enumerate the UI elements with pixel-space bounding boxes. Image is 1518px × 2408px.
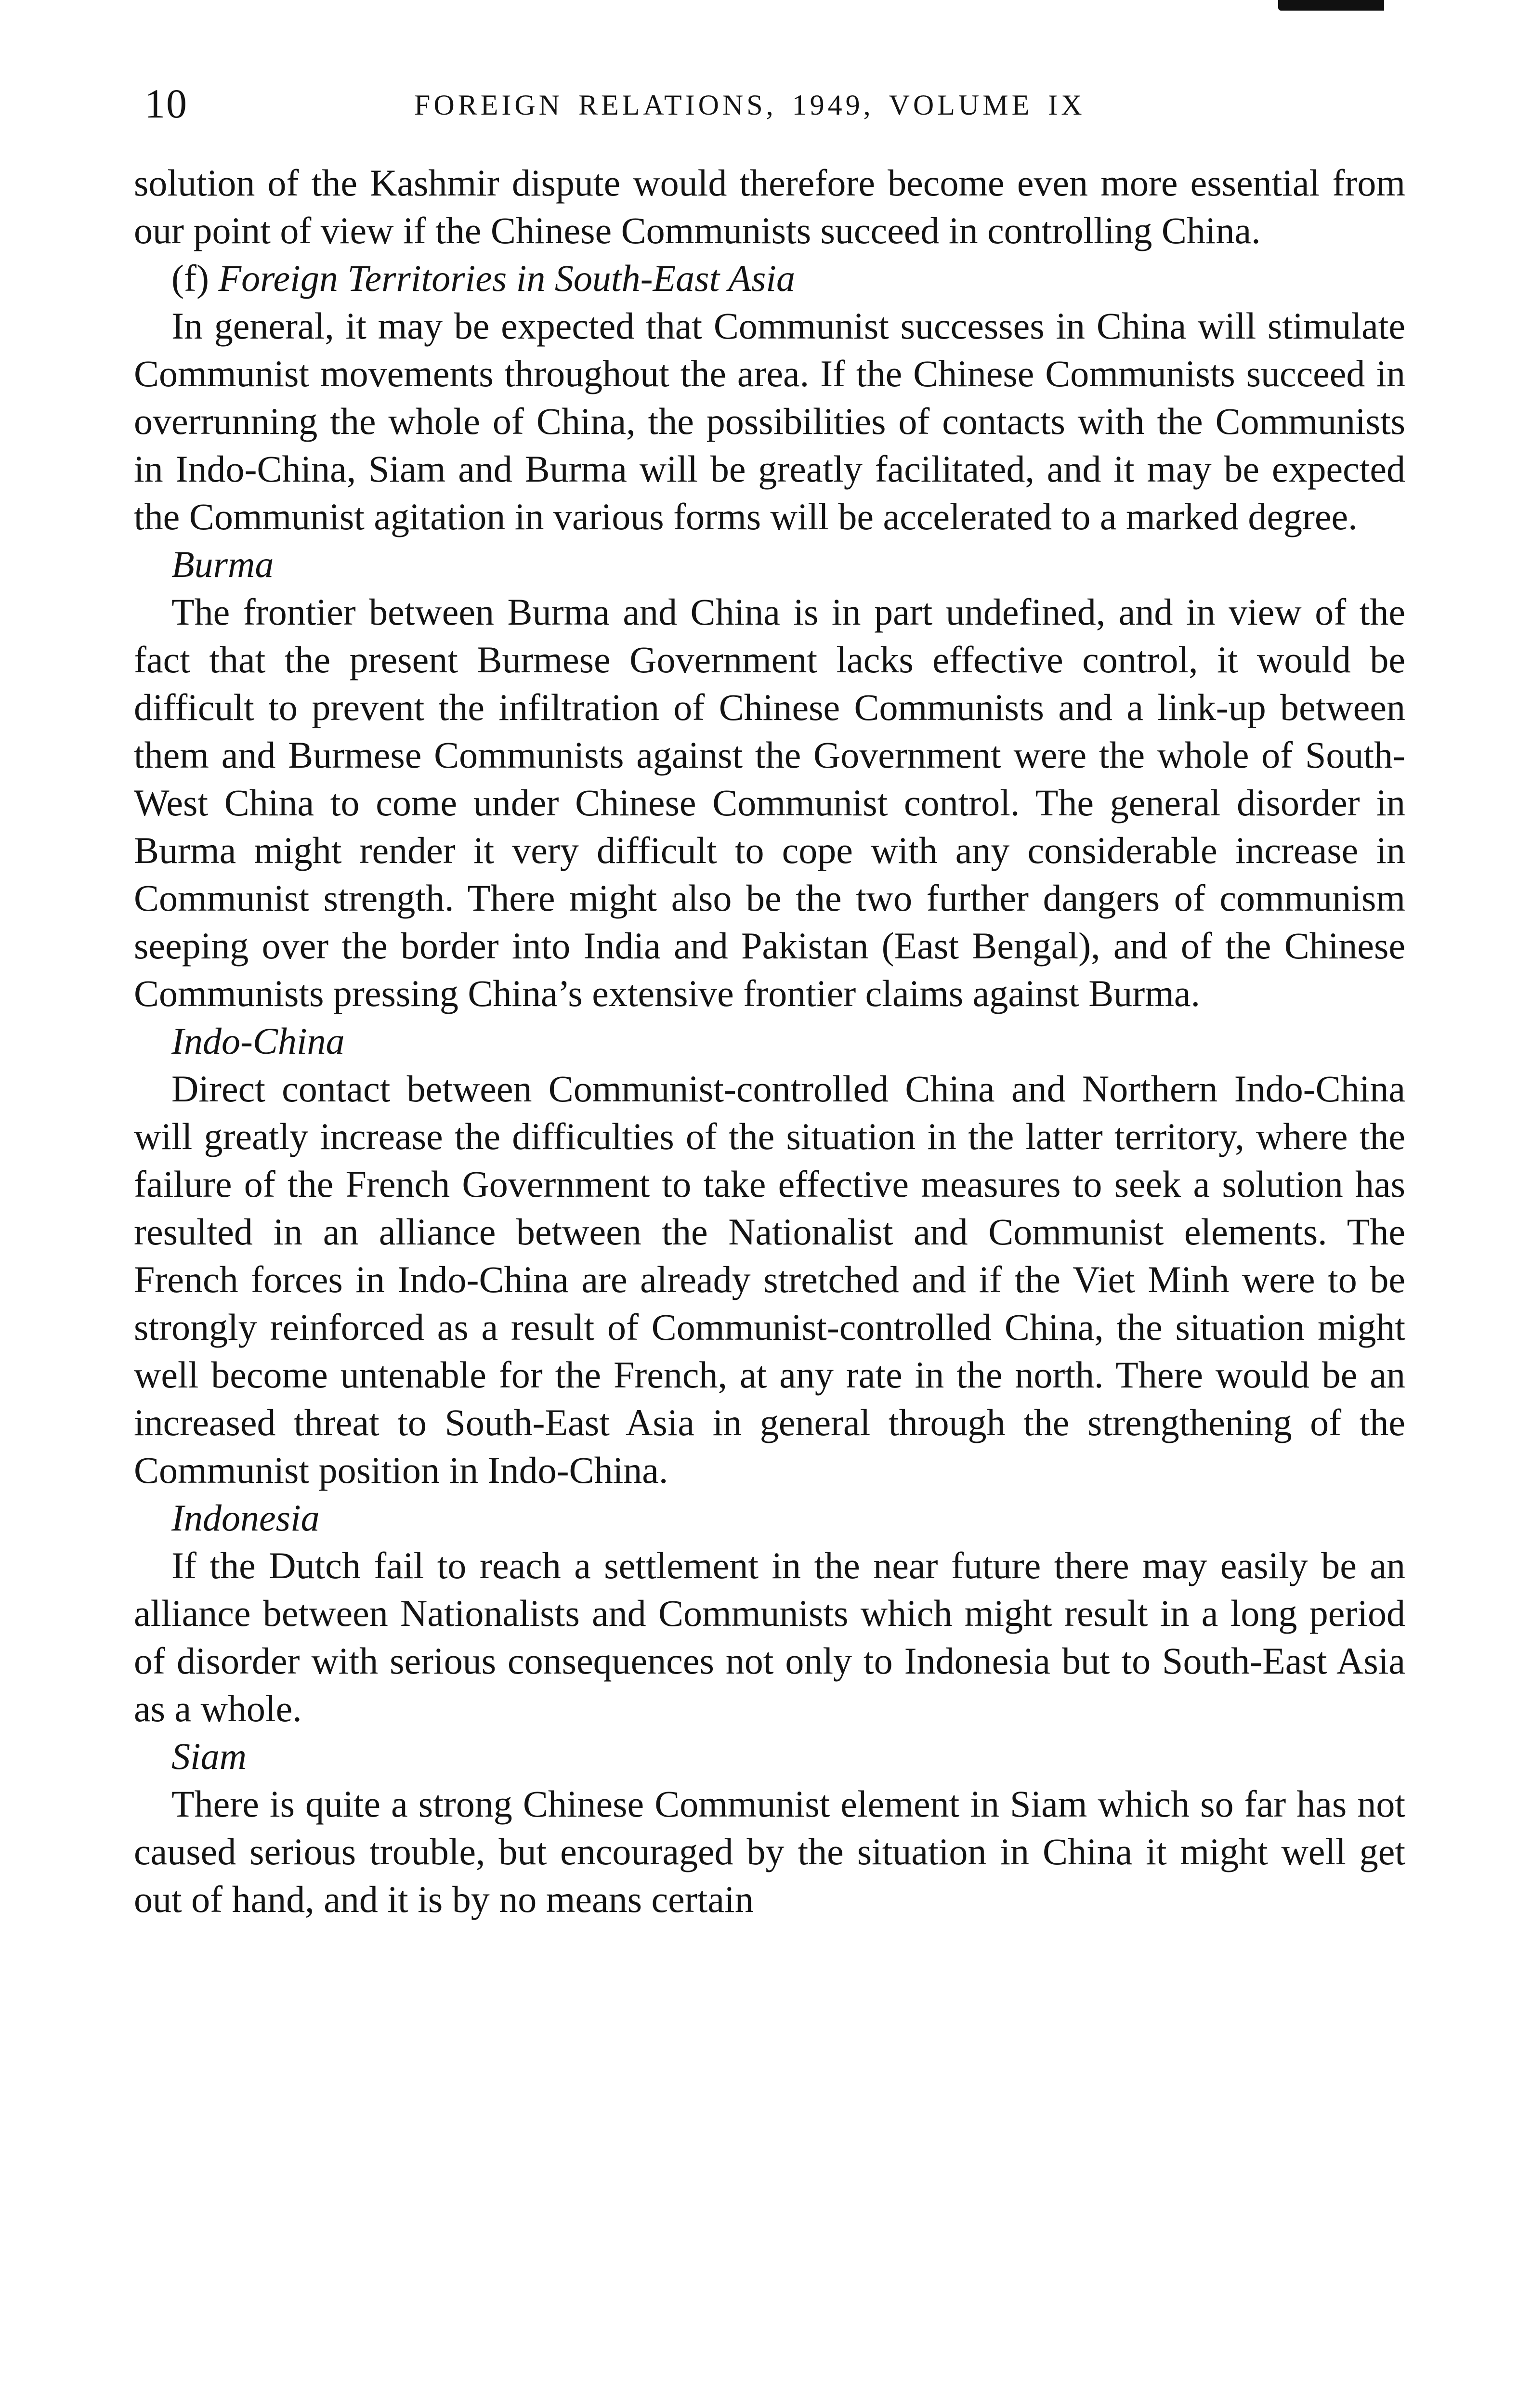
section-marker: (f) xyxy=(171,257,209,299)
section-title: Foreign Territories in South-East Asia xyxy=(218,257,795,299)
section-heading xyxy=(134,254,1405,302)
scan-edge-mark xyxy=(1278,0,1384,11)
subsection-heading-burma: Burma xyxy=(171,543,274,585)
page-number: 10 xyxy=(144,80,188,127)
subsection-paragraph-siam: There is quite a strong Chinese Communist element in Siam which so far has not caused serious trouble, but encouraged by the situation in China it might well get out of hand, and it is by no means certain xyxy=(134,1783,1405,1920)
section-paragraph: In general, it may be expected that Communist successes in China will stimulate Communist movements throughout the area. If the Chinese Communists succeed in overrunning the whole of China, the possibilities of contacts with the Communists in Indo-China, Siam and Burma will be greatly facilitated, and it may be expected the Communist agitation in various forms will be accelerated to a marked degree. xyxy=(134,305,1405,537)
subsection-paragraph-indo-china: Direct contact between Communist-controlled China and Northern Indo-China will greatly increase the difficulties of the situation in the latter territory, where the failure of the French Government to take effective measures to seek a solution has resulted in an alliance between the Nationalist and Communist elements. The French forces in Indo-China are already stretched and if the Viet Minh were to be strongly reinforced as a result of Communist-controlled China, the situation might well become untenable for the French, at any rate in the north. There would be an increased threat to South-East Asia in general through the strengthening of the Communist position in Indo-China. xyxy=(134,1068,1405,1491)
subsection-paragraph-burma: The frontier between Burma and China is in part undefined, and in view of the fact that the present Burmese Government lacks effective control, it would be difficult to prevent the infiltration of Chinese Communists and a link-up between them and Burmese Communists against the Government were the whole of South-West China to come under Chinese Communist control. The general disorder in Burma might render it very difficult to cope with any considerable increase in Communist strength. There might also be the two further dangers of communism seeping over the border into India and Pakistan (East Bengal), and of the Chinese Communists pressing China’s extensive frontier claims against Burma. xyxy=(134,591,1405,1014)
subsection-heading-siam: Siam xyxy=(171,1735,247,1777)
running-title: FOREIGN RELATIONS, 1949, VOLUME IX xyxy=(414,89,1086,121)
subsection-heading-indonesia: Indonesia xyxy=(171,1497,320,1539)
running-head xyxy=(144,77,1401,130)
subsection-heading-indo-china: Indo-China xyxy=(171,1020,345,1062)
body-text xyxy=(134,159,1405,1923)
opening-paragraph: solution of the Kashmir dispute would therefore become even more essential from our point of view if the Chinese Communists succeed in controlling China. xyxy=(134,162,1405,251)
subsection-paragraph-indonesia: If the Dutch fail to reach a settlement in the near future there may easily be an alliance between Nationalists and Communists which might result in a long period of disorder with serious consequences not only to Indonesia but to South-East Asia as a whole. xyxy=(134,1544,1405,1729)
